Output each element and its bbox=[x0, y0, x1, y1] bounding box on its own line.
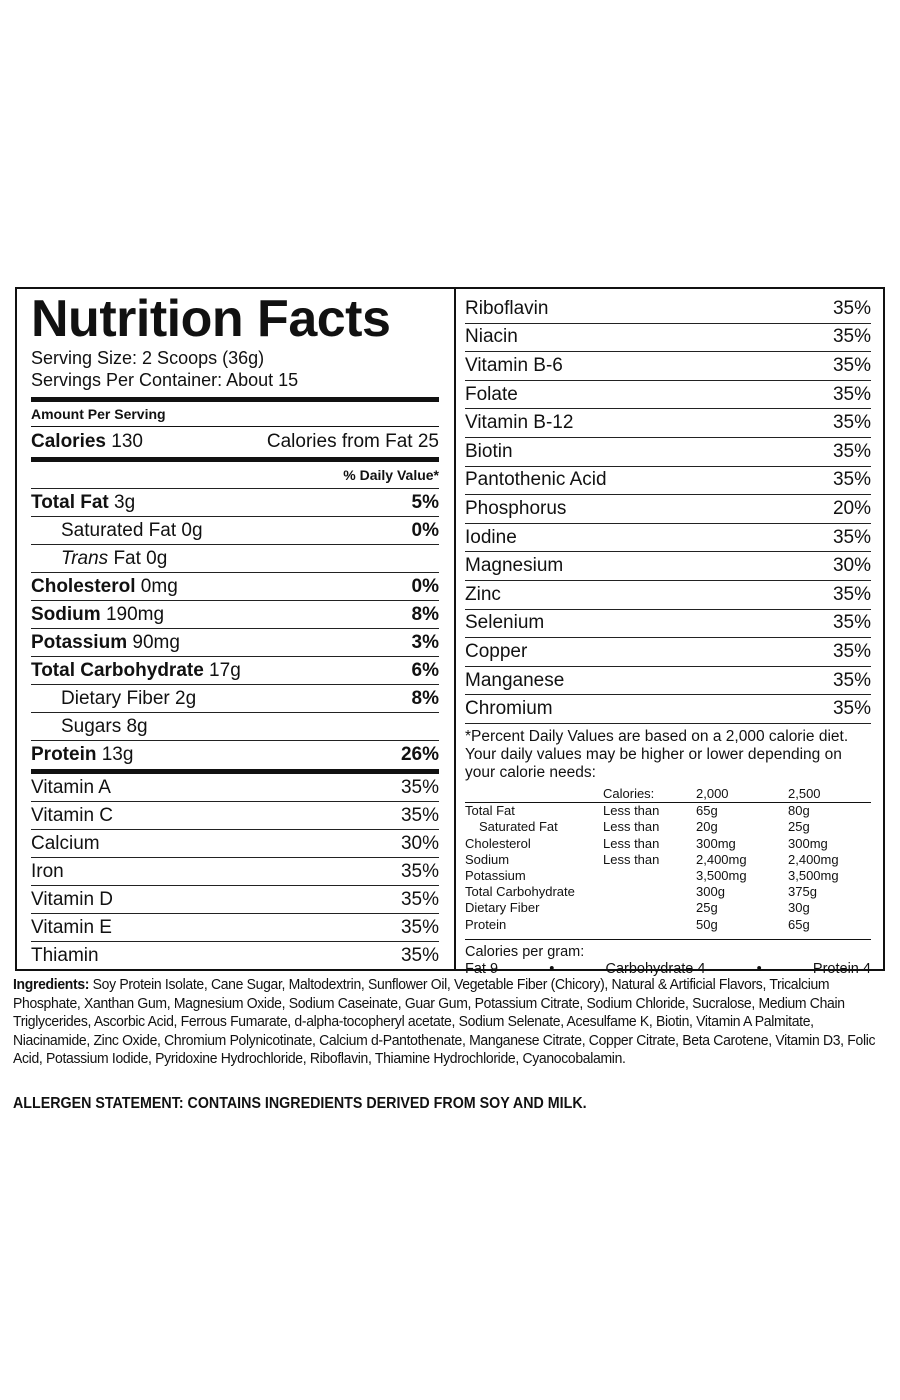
nutrient-name-group bbox=[31, 604, 164, 626]
vitamin-name: Niacin bbox=[465, 326, 518, 348]
vitamin-row bbox=[465, 695, 871, 724]
nutrient-amount: 17g bbox=[203, 659, 241, 681]
table-cell: 50g bbox=[696, 916, 718, 932]
nutrient-name: Protein bbox=[31, 744, 97, 765]
bullet-separator: • bbox=[549, 960, 555, 977]
table-cell bbox=[603, 884, 696, 900]
vitamin-daily-value: 35% bbox=[832, 383, 871, 405]
nutrient-list bbox=[31, 489, 439, 769]
nutrient-daily-value: 5% bbox=[411, 491, 439, 513]
vitamin-name: Folate bbox=[465, 383, 518, 405]
vitamin-row bbox=[465, 552, 871, 581]
vitamin-row bbox=[465, 610, 871, 639]
vitamin-row bbox=[465, 324, 871, 353]
nutrient-amount: 8g bbox=[121, 715, 148, 737]
vitamin-row bbox=[31, 858, 439, 886]
table-cell: Less than bbox=[603, 851, 660, 867]
nutrient-name: Saturated Fat bbox=[61, 519, 177, 541]
calories-row bbox=[31, 427, 439, 457]
servings-per-container: Servings Per Container: About 15 bbox=[31, 370, 299, 390]
nutrient-row bbox=[31, 573, 439, 601]
nutrient-name-group bbox=[61, 716, 148, 738]
vitamin-row bbox=[465, 638, 871, 667]
table-header-cell: 2,500 bbox=[788, 785, 821, 801]
table-cell: Potassium bbox=[465, 867, 526, 883]
table-cell: Cholesterol bbox=[465, 835, 531, 851]
nutrient-name: Total Fat bbox=[31, 491, 109, 513]
table-cell: 30g bbox=[788, 900, 810, 916]
table-cell: 65g bbox=[788, 916, 810, 932]
calories-label-group bbox=[31, 431, 143, 453]
left-column bbox=[31, 291, 439, 970]
table-cell: 65g bbox=[696, 803, 718, 819]
table-cell: 25g bbox=[788, 819, 810, 835]
table-cell: Total Carbohydrate bbox=[465, 884, 575, 900]
table-cell bbox=[603, 868, 696, 884]
table-cell: 300mg bbox=[788, 835, 828, 851]
table-cell: Less than bbox=[603, 835, 660, 851]
nutrient-amount: 90mg bbox=[127, 631, 180, 653]
amount-per-serving: Amount Per Serving bbox=[31, 402, 439, 427]
allergen-statement: ALLERGEN STATEMENT: CONTAINS INGREDIENTS DERIVED FROM SOY AND MILK. bbox=[13, 1095, 587, 1112]
nutrient-row bbox=[31, 713, 439, 741]
table-cell: 3,500mg bbox=[788, 867, 839, 883]
calories-from-fat: Calories from Fat 25 bbox=[266, 431, 439, 452]
table-cell: Sodium bbox=[465, 851, 510, 867]
vitamin-row bbox=[465, 409, 871, 438]
vitamin-row bbox=[465, 495, 871, 524]
column-divider bbox=[454, 289, 456, 969]
vitamin-daily-value: 35% bbox=[400, 888, 439, 910]
daily-value-footnote: *Percent Daily Values are based on a 2,000 calorie diet. Your daily values may be higher or lower depending on your calorie needs: bbox=[465, 727, 849, 781]
vitamin-name: Calcium bbox=[31, 832, 100, 854]
vitamin-daily-value: 20% bbox=[832, 497, 871, 519]
vitamin-daily-value: 30% bbox=[400, 832, 439, 854]
table-cell: 300g bbox=[696, 884, 725, 900]
vitamin-row bbox=[465, 581, 871, 610]
table-cell: 80g bbox=[788, 803, 810, 819]
table-row bbox=[465, 803, 871, 819]
nutrient-name: Total Carbohydrate bbox=[31, 659, 204, 681]
table-row bbox=[465, 868, 871, 884]
nutrient-amount: 3g bbox=[108, 491, 136, 513]
vitamin-name: Vitamin B-12 bbox=[465, 412, 574, 434]
nutrient-daily-value: 6% bbox=[411, 659, 439, 681]
vitamin-daily-value: 30% bbox=[832, 555, 871, 577]
vitamin-name: Chromium bbox=[465, 698, 553, 720]
table-row bbox=[465, 852, 871, 868]
nutrient-amount: 13g bbox=[96, 744, 134, 765]
table-cell: Protein bbox=[465, 916, 507, 932]
table-cell: 2,400mg bbox=[788, 851, 839, 867]
vitamin-daily-value: 35% bbox=[832, 640, 871, 662]
vitamin-daily-value: 35% bbox=[832, 583, 871, 605]
vitamin-row bbox=[465, 524, 871, 553]
nutrient-daily-value: 0% bbox=[411, 575, 439, 597]
vitamin-row bbox=[465, 352, 871, 381]
vitamin-name: Magnesium bbox=[465, 555, 564, 577]
nutrient-name: Potassium bbox=[31, 631, 128, 653]
bullet-separator: • bbox=[756, 960, 762, 977]
vitamin-name: Pantothenic Acid bbox=[465, 469, 607, 491]
table-cell: 375g bbox=[788, 884, 817, 900]
nutrient-name-group bbox=[31, 660, 241, 682]
nutrient-name-group bbox=[61, 548, 167, 570]
vitamin-daily-value: 35% bbox=[832, 469, 871, 491]
nutrient-row bbox=[31, 601, 439, 629]
vitamin-name: Vitamin C bbox=[31, 804, 114, 826]
calories-per-gram-label: Calories per gram: bbox=[465, 943, 585, 960]
ingredients-statement bbox=[13, 976, 888, 1069]
table-cell bbox=[603, 900, 696, 916]
table-row bbox=[465, 836, 871, 852]
table-cell: 300mg bbox=[696, 835, 736, 851]
vitamin-daily-value: 35% bbox=[832, 698, 871, 720]
serving-size: Serving Size: 2 Scoops (36g) bbox=[31, 348, 265, 368]
table-cell: 2,400mg bbox=[696, 851, 747, 867]
nutrient-name-group bbox=[31, 632, 180, 654]
table-row bbox=[465, 819, 871, 835]
vitamin-name: Vitamin E bbox=[31, 916, 112, 938]
table-cell: Less than bbox=[603, 803, 660, 819]
right-column bbox=[465, 295, 871, 978]
calories-label: Calories bbox=[31, 431, 106, 452]
nutrient-row bbox=[31, 629, 439, 657]
table-row bbox=[465, 884, 871, 900]
vitamin-name: Copper bbox=[465, 640, 528, 662]
vitamin-daily-value: 35% bbox=[832, 526, 871, 548]
nutrient-row bbox=[31, 741, 439, 769]
ingredients-text: Soy Protein Isolate, Cane Sugar, Maltodextrin, Sunflower Oil, Vegetable Fiber (Chicory), Natural & Artificial Flavors, Tricalcium Phosphate, Xanthan Gum, Magnesium Oxide, Sodium Caseinate, Guar Gum, Potassium Citrate, Sodium Chloride, Sucralose, Medium Chain Triglycerides, Ascorbic Acid, Ferrous Fumarate, d-alpha-tocopheryl acetate, Sodium Selenate, Acesulfame K, Biotin, Vitamin A Palmitate, Niacinamide, Zinc Oxide, Chromium Polynicotinate, Calcium d-Pantothenate, Manganese Citrate, Copper Citrate, Beta Carotene, Vitamin D3, Folic Acid, Potassium Iodide, Pyridoxine Hydrochloride, Riboflavin, Thiamine Hydrochloride, Cyanocobalamin. bbox=[13, 976, 876, 1067]
table-cell: Total Fat bbox=[465, 803, 515, 819]
vitamin-daily-value: 35% bbox=[832, 354, 871, 376]
vitamin-daily-value: 35% bbox=[400, 945, 439, 966]
calories-value: 130 bbox=[111, 431, 143, 452]
nutrient-name: Sodium bbox=[31, 603, 101, 625]
vitamin-daily-value: 35% bbox=[832, 669, 871, 691]
vitamin-name: Vitamin D bbox=[31, 888, 114, 910]
nutrient-amount: 2g bbox=[169, 687, 197, 709]
fat-per-gram: Fat 9 bbox=[465, 960, 499, 977]
vitamin-name: Iodine bbox=[465, 526, 517, 548]
vitamin-row bbox=[465, 295, 871, 324]
carb-per-gram: Carbohydrate 4 bbox=[605, 960, 706, 977]
nutrient-name-group bbox=[31, 576, 178, 598]
vitamin-daily-value: 35% bbox=[400, 776, 439, 798]
nutrition-facts-panel bbox=[15, 287, 885, 977]
nutrient-daily-value: 26% bbox=[400, 744, 439, 765]
vitamin-row bbox=[31, 802, 439, 830]
nutrient-name-group bbox=[31, 744, 133, 766]
nutrient-row bbox=[31, 657, 439, 685]
nutrient-name-rest: Fat 0g bbox=[108, 547, 168, 569]
vitamin-name: Iron bbox=[31, 860, 64, 882]
vitamin-daily-value: 35% bbox=[400, 860, 439, 882]
nutrient-row bbox=[31, 545, 439, 573]
nutrient-name: Dietary Fiber bbox=[61, 687, 170, 709]
table-cell: Less than bbox=[603, 819, 660, 835]
vitamin-row bbox=[465, 438, 871, 467]
nutrient-amount: 0mg bbox=[135, 575, 178, 597]
table-header-cell: Calories: bbox=[603, 785, 655, 801]
vitamin-list-right bbox=[465, 295, 871, 724]
daily-value-table-header bbox=[465, 786, 871, 803]
vitamin-name: Phosphorus bbox=[465, 497, 567, 519]
table-cell bbox=[603, 917, 696, 933]
panel-title: Nutrition Facts bbox=[31, 290, 391, 348]
vitamin-name: Riboflavin bbox=[465, 297, 549, 319]
nutrient-name-group bbox=[61, 520, 203, 542]
vitamin-daily-value: 35% bbox=[832, 412, 871, 434]
vitamin-row bbox=[465, 381, 871, 410]
table-header-cell bbox=[465, 786, 603, 802]
vitamin-row bbox=[31, 830, 439, 858]
vitamin-name: Biotin bbox=[465, 440, 513, 462]
vitamin-daily-value: 35% bbox=[832, 326, 871, 348]
vitamin-daily-value: 35% bbox=[832, 612, 871, 634]
table-cell: 3,500mg bbox=[696, 867, 747, 883]
vitamin-name: Manganese bbox=[465, 669, 565, 691]
vitamin-daily-value: 35% bbox=[832, 297, 871, 319]
vitamin-name: Vitamin B-6 bbox=[465, 354, 563, 376]
vitamin-row bbox=[465, 467, 871, 496]
vitamin-name: Vitamin A bbox=[31, 776, 111, 798]
nutrient-daily-value: 8% bbox=[411, 687, 439, 709]
table-cell: 20g bbox=[696, 819, 718, 835]
nutrient-daily-value: 8% bbox=[411, 603, 439, 625]
vitamin-name: Selenium bbox=[465, 612, 545, 634]
table-row bbox=[465, 900, 871, 916]
table-cell: Saturated Fat bbox=[479, 819, 558, 835]
nutrient-daily-value: 0% bbox=[411, 519, 439, 541]
table-row bbox=[465, 917, 871, 933]
vitamin-row bbox=[31, 942, 439, 970]
table-cell: 25g bbox=[696, 900, 718, 916]
ingredients-label: Ingredients: bbox=[13, 976, 90, 993]
protein-per-gram: Protein 4 bbox=[812, 960, 871, 977]
table-header-cell: 2,000 bbox=[696, 785, 729, 801]
nutrient-name-group bbox=[31, 492, 135, 514]
vitamin-row bbox=[465, 667, 871, 696]
vitamin-name: Thiamin bbox=[31, 945, 99, 966]
nutrient-row bbox=[31, 517, 439, 545]
nutrient-daily-value: 3% bbox=[411, 631, 439, 653]
nutrient-name: Trans bbox=[61, 547, 109, 569]
vitamin-name: Zinc bbox=[465, 583, 501, 605]
nutrient-name: Cholesterol bbox=[31, 575, 136, 597]
table-cell: Dietary Fiber bbox=[465, 900, 540, 916]
vitamin-daily-value: 35% bbox=[832, 440, 871, 462]
calories-per-gram bbox=[465, 939, 871, 978]
daily-value-header: % Daily Value* bbox=[31, 462, 439, 489]
nutrient-name-group bbox=[61, 688, 196, 710]
nutrient-amount: 0g bbox=[176, 519, 203, 541]
nutrient-row bbox=[31, 489, 439, 517]
vitamin-row bbox=[31, 914, 439, 942]
vitamin-daily-value: 35% bbox=[400, 916, 439, 938]
vitamin-daily-value: 35% bbox=[400, 804, 439, 826]
daily-value-table bbox=[465, 786, 871, 933]
nutrient-name: Sugars bbox=[61, 715, 122, 737]
nutrient-row bbox=[31, 685, 439, 713]
vitamin-row bbox=[31, 886, 439, 914]
vitamin-list-left bbox=[31, 774, 439, 970]
nutrient-amount: 190mg bbox=[100, 603, 165, 625]
vitamin-row bbox=[31, 774, 439, 802]
